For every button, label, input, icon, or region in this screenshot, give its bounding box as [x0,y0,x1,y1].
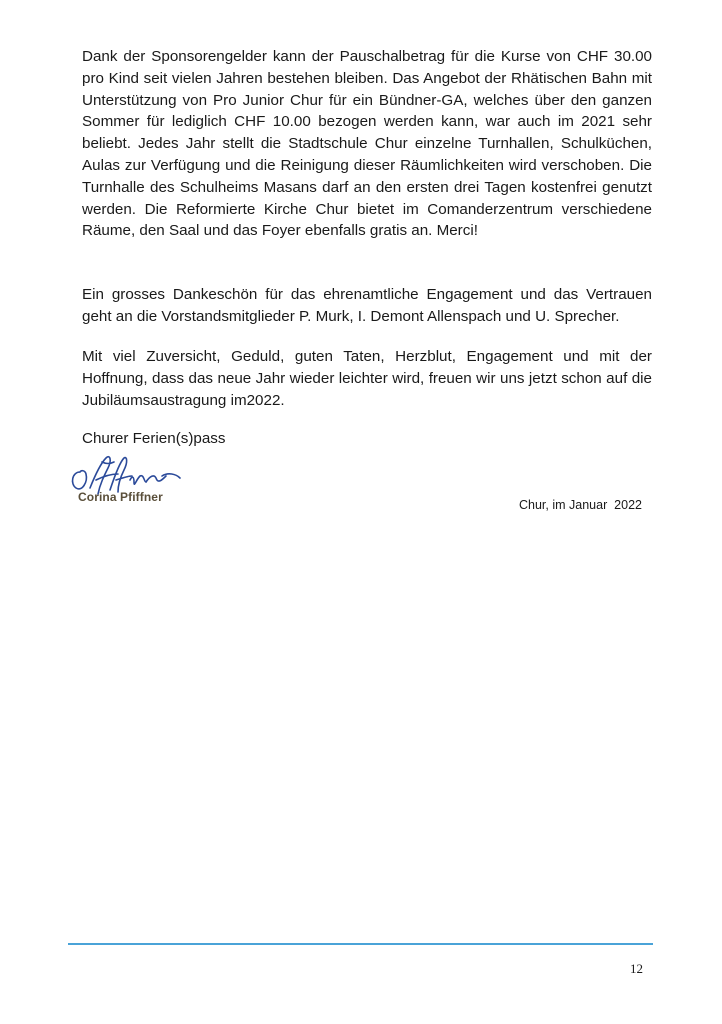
footer-divider [68,943,653,945]
page-number: 12 [630,961,643,976]
body-paragraph-outlook: Mit viel Zuversicht, Geduld, guten Taten, Herzblut, Engagement und mit der Hoffnung, dass das neue Jahr wieder leichter wird, freuen wir uns jetzt schon auf die Jubiläumsaustragung im2022. [82,348,652,409]
closing-organisation: Churer Ferien(s)pass [82,430,226,447]
place-and-date: Chur, im Januar 2022 [519,498,642,512]
signature-name: Corina Pfiffner [78,490,163,504]
body-paragraph-thanks: Ein grosses Dankeschön für das ehrenamtliche Engagement und das Vertrauen geht an die Vorstandsmitglieder P. Murk, I. Demont Allenspach und U. Sprecher. [82,286,652,325]
body-paragraph-sponsoring: Dank der Sponsorengelder kann der Pauschalbetrag für die Kurse von CHF 30.00 pro Kind seit vielen Jahren bestehen bleiben. Das Angebot der Rhätischen Bahn mit Unterstützung von Pro Junior Chur für ein Bündner-GA, welches über den ganzen Sommer für lediglich CHF 10.00 bezogen werden kann, war auch im 2021 sehr beliebt. Jedes Jahr stellt die Stadtschule Chur einzelne Turnhallen, Schulküchen, Aulas zur Verfügung und die Reinigung dieser Räumlichkeiten wird verschoben. Die Turnhalle des Schulheims Masans darf an den ersten drei Tagen kostenfrei genutzt werden. Die Reformierte Kirche Chur bietet im Comanderzentrum verschiedene Räume, den Saal und das Foyer ebenfalls gratis an. Merci! [82,48,652,240]
